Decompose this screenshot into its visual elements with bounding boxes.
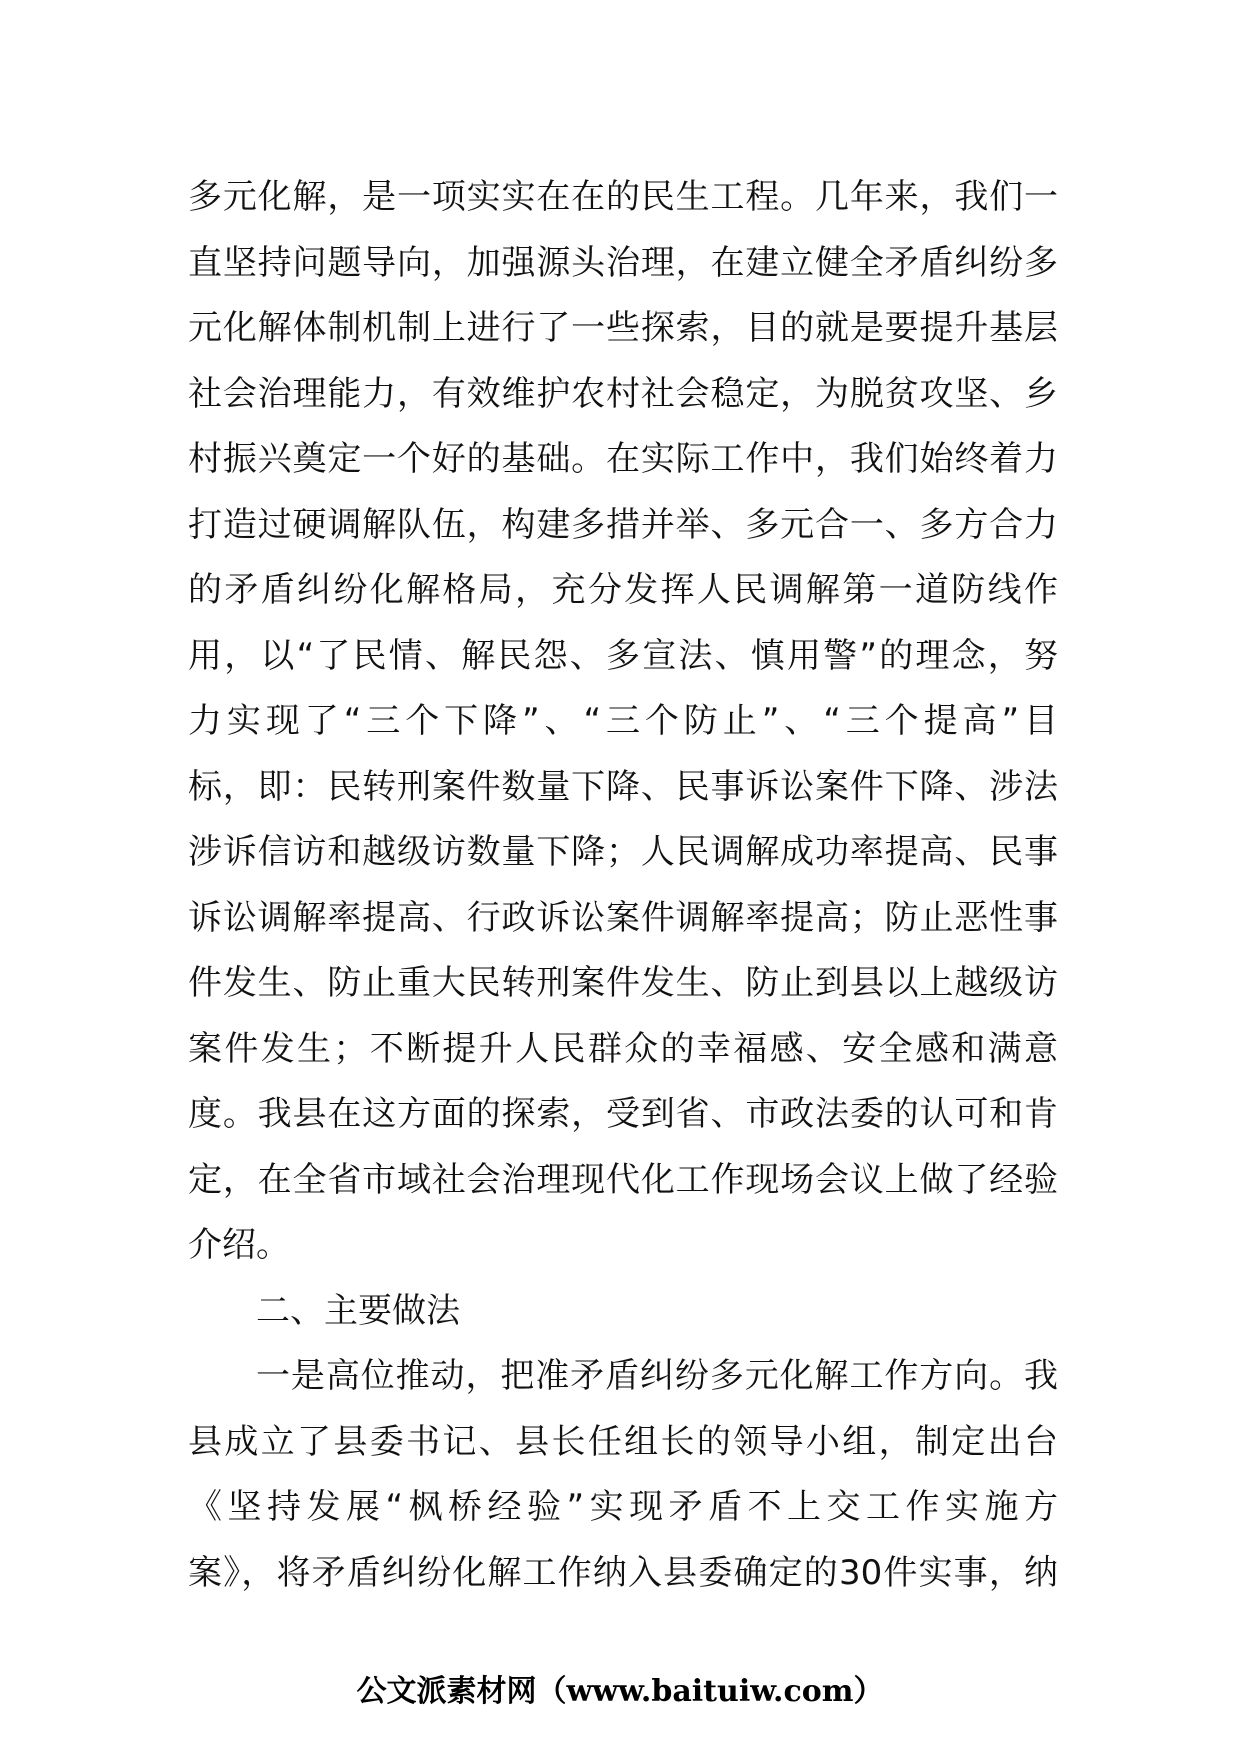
body-line: 用，以“了民情、解民怨、多宣法、慎用警”的理念，努 (188, 635, 1058, 676)
body-line: 定，在全省市域社会治理现代化工作现场会议上做了经验 (188, 1159, 1058, 1200)
body-line: 直坚持问题导向，加强源头治理，在建立健全矛盾纠纷多 (188, 242, 1058, 283)
body-line: 案》，将矛盾纠纷化解工作纳入县委确定的30件实事，纳 (188, 1552, 1058, 1593)
body-line: 件发生、防止重大民转刑案件发生、防止到县以上越级访 (188, 963, 1058, 1003)
body-line-paragraph-end: 介绍。 (188, 1225, 290, 1265)
body-line: 度。我县在这方面的探索，受到省、市政法委的认可和肯 (188, 1094, 1058, 1134)
footer-watermark-text: 公文派素材网（www.baituiw.com） (356, 1674, 884, 1709)
paragraph-first-line: 一是高位推动，把准矛盾纠纷多元化解工作方向。我 (256, 1356, 1058, 1396)
document-body (188, 165, 1058, 1606)
body-line: 的矛盾纠纷化解格局，充分发挥人民调解第一道防线作 (188, 570, 1058, 610)
body-line: 社会治理能力，有效维护农村社会稳定，为脱贫攻坚、乡 (188, 373, 1058, 414)
body-line: 涉诉信访和越级访数量下降；人民调解成功率提高、民事 (188, 832, 1058, 872)
body-line: 县成立了县委书记、县长任组长的领导小组，制定出台 (188, 1421, 1058, 1462)
body-line: 多元化解，是一项实实在在的民生工程。几年来，我们一 (188, 177, 1058, 217)
section-heading: 二、主要做法 (256, 1290, 460, 1331)
body-line: 村振兴奠定一个好的基础。在实际工作中，我们始终着力 (188, 439, 1058, 479)
body-line: 标，即：民转刑案件数量下降、民事诉讼案件下降、涉法 (188, 766, 1058, 807)
body-line: 案件发生；不断提升人民群众的幸福感、安全感和满意 (188, 1028, 1058, 1069)
body-line: 打造过硬调解队伍，构建多措并举、多元合一、多方合力 (188, 504, 1058, 545)
body-line: 《坚持发展“枫桥经验”实现矛盾不上交工作实施方 (188, 1487, 1058, 1527)
body-line: 元化解体制机制上进行了一些探索，目的就是要提升基层 (188, 308, 1058, 348)
body-line: 力实现了“三个下降”、“三个防止”、“三个提高”目 (188, 701, 1058, 741)
body-line: 诉讼调解率提高、行政诉讼案件调解率提高；防止恶性事 (188, 897, 1058, 938)
